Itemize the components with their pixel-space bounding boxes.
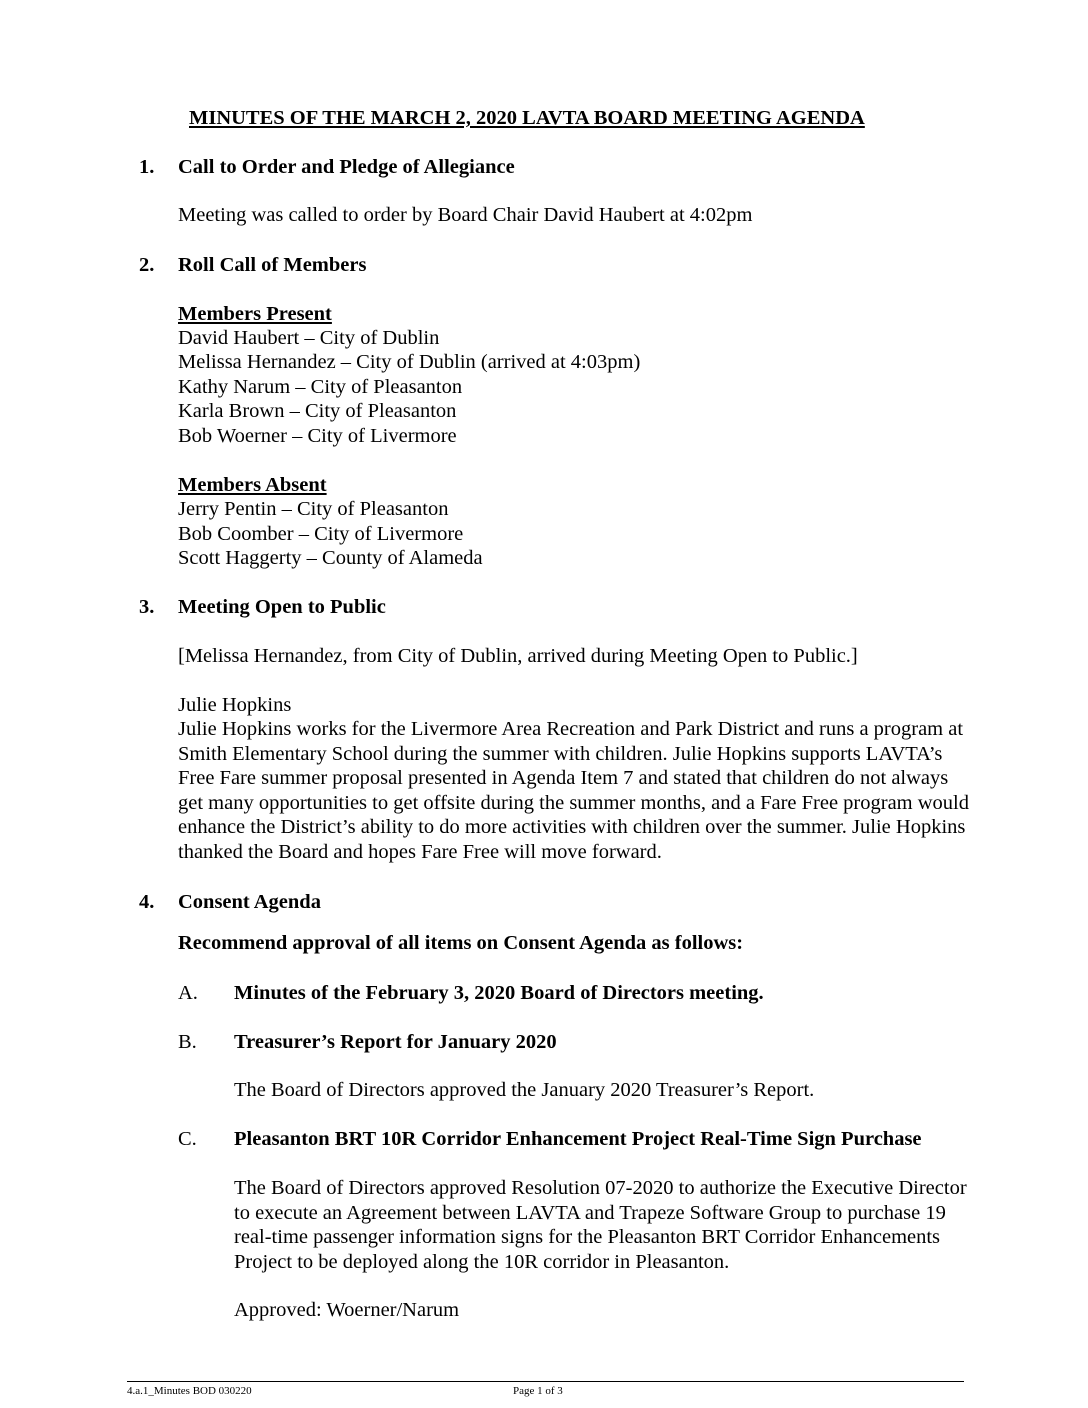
item-c-letter: C. — [178, 1128, 197, 1150]
section-4-heading: Consent Agenda — [178, 891, 321, 913]
document-title: MINUTES OF THE MARCH 2, 2020 LAVTA BOARD MEETING AGENDA — [189, 107, 865, 129]
member-absent: Bob Coomber – City of Livermore — [178, 523, 464, 545]
member-absent: Scott Haggerty – County of Alameda — [178, 547, 483, 569]
footer-page-number: Page 1 of 3 — [513, 1385, 563, 1397]
public-comment-line: thanked the Board and hopes Fare Free will move forward. — [178, 841, 662, 863]
members-present-heading: Members Present — [178, 303, 332, 325]
public-comment-line: Smith Elementary School during the summer with children. Julie Hopkins supports LAVTA’s — [178, 743, 943, 765]
member-present: Bob Woerner – City of Livermore — [178, 425, 457, 447]
item-c-approved: Approved: Woerner/Narum — [234, 1299, 460, 1321]
consent-recommendation: Recommend approval of all items on Consent Agenda as follows: — [178, 932, 744, 954]
members-absent-heading: Members Absent — [178, 474, 327, 496]
item-a-heading: Minutes of the February 3, 2020 Board of Directors meeting. — [234, 982, 764, 1004]
public-comment-line: Free Fare summer proposal presented in Agenda Item 7 and stated that children do not always — [178, 767, 949, 789]
section-3-number: 3. — [139, 596, 155, 618]
section-3-heading: Meeting Open to Public — [178, 596, 386, 618]
item-b-heading: Treasurer’s Report for January 2020 — [234, 1031, 557, 1053]
section-1-heading: Call to Order and Pledge of Allegiance — [178, 156, 515, 178]
item-c-text-line: Project to be deployed along the 10R corridor in Pleasanton. — [234, 1251, 730, 1273]
section-4-number: 4. — [139, 891, 155, 913]
section-2-heading: Roll Call of Members — [178, 254, 367, 276]
item-b-text: The Board of Directors approved the January 2020 Treasurer’s Report. — [234, 1079, 815, 1101]
member-present: Karla Brown – City of Pleasanton — [178, 400, 457, 422]
item-c-text-line: The Board of Directors approved Resolution 07-2020 to authorize the Executive Director — [234, 1177, 967, 1199]
section-2-number: 2. — [139, 254, 155, 276]
footer-rule — [127, 1381, 964, 1382]
footer-document-id: 4.a.1_Minutes BOD 030220 — [127, 1385, 252, 1397]
member-absent: Jerry Pentin – City of Pleasanton — [178, 498, 449, 520]
public-speaker-name: Julie Hopkins — [178, 694, 292, 716]
section-1-number: 1. — [139, 156, 155, 178]
public-comment-line: get many opportunities to get offsite during the summer months, and a Fare Free program would — [178, 792, 969, 814]
public-comment-line: Julie Hopkins works for the Livermore Area Recreation and Park District and runs a program at — [178, 718, 964, 740]
public-comment-line: enhance the District’s ability to do more activities with children over the summer. Julie Hopkins — [178, 816, 966, 838]
call-to-order-text: Meeting was called to order by Board Chair David Haubert at 4:02pm — [178, 204, 753, 226]
item-a-letter: A. — [178, 982, 198, 1004]
item-b-letter: B. — [178, 1031, 197, 1053]
member-present: David Haubert – City of Dublin — [178, 327, 440, 349]
item-c-text-line: to execute an Agreement between LAVTA and Trapeze Software Group to purchase 19 — [234, 1202, 946, 1224]
member-present: Kathy Narum – City of Pleasanton — [178, 376, 463, 398]
item-c-text-line: real-time passenger information signs for the Pleasanton BRT Corridor Enhancements — [234, 1226, 941, 1248]
member-present: Melissa Hernandez – City of Dublin (arrived at 4:03pm) — [178, 351, 641, 373]
item-c-heading: Pleasanton BRT 10R Corridor Enhancement Project Real-Time Sign Purchase — [234, 1128, 922, 1150]
arrival-note: [Melissa Hernandez, from City of Dublin, arrived during Meeting Open to Public.] — [178, 645, 858, 667]
